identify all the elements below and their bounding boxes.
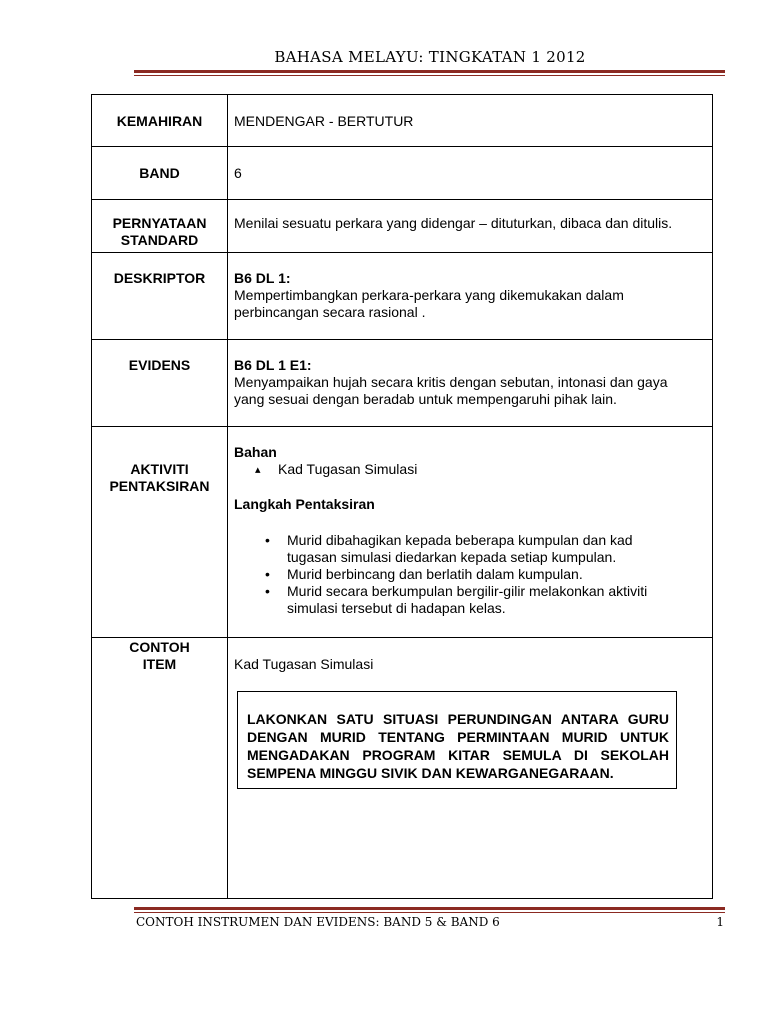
header-rule xyxy=(134,70,725,76)
label-kemahiran-text: KEMAHIRAN xyxy=(116,113,203,129)
row-evidens xyxy=(92,340,713,427)
value-pernyataan-text: Menilai sesuatu perkara yang didengar – dituturkan, dibaca dan ditulis. xyxy=(234,215,673,231)
label-band-text: BAND xyxy=(139,165,180,181)
label-aktiviti-line1: AKTIVITI xyxy=(130,461,189,477)
evidens-line1: Menyampaikan hujah secara kritis dengan sebutan, intonasi dan gaya xyxy=(234,374,668,390)
label-evidens-text: EVIDENS xyxy=(128,357,191,373)
value-aktiviti xyxy=(228,427,713,638)
langkah-list xyxy=(234,532,706,617)
langkah-item-1-line2: tugasan simulasi diedarkan kepada setiap kumpulan. xyxy=(287,549,617,565)
deskriptor-code: B6 DL 1: xyxy=(234,270,291,286)
value-kemahiran-text: MENDENGAR - BERTUTUR xyxy=(234,113,414,129)
label-evidens xyxy=(92,340,228,427)
value-band-text: 6 xyxy=(234,165,242,181)
evidens-line2: yang sesuai dengan beradab untuk mempengaruhi pihak lain. xyxy=(234,391,617,407)
value-kemahiran xyxy=(228,95,713,147)
langkah-item xyxy=(287,532,706,566)
row-contoh xyxy=(92,638,713,899)
langkah-heading: Langkah Pentaksiran xyxy=(234,496,375,512)
evidens-code: B6 DL 1 E1: xyxy=(234,357,312,373)
row-band xyxy=(92,147,713,200)
label-band xyxy=(92,147,228,200)
row-pernyataan xyxy=(92,200,713,253)
bahan-list xyxy=(234,461,706,478)
value-evidens xyxy=(228,340,713,427)
label-deskriptor-text: DESKRIPTOR xyxy=(113,270,206,286)
label-kemahiran xyxy=(92,95,228,147)
label-aktiviti xyxy=(92,427,228,638)
footer-rule xyxy=(134,907,725,913)
deskriptor-line2: perbincangan secara rasional . xyxy=(234,304,426,320)
row-aktiviti xyxy=(92,427,713,638)
value-contoh xyxy=(228,638,713,899)
label-contoh-line2: ITEM xyxy=(142,656,177,672)
langkah-item-2-line1: • Murid berbincang dan berlatih dalam kumpulan. xyxy=(287,566,583,582)
page-header-title: BAHASA MELAYU: TINGKATAN 1 2012 xyxy=(274,48,586,66)
value-band xyxy=(228,147,713,200)
deskriptor-line1: Mempertimbangkan perkara-perkara yang dikemukakan dalam xyxy=(234,287,624,303)
label-contoh xyxy=(92,638,228,899)
simulation-task-box: LAKONKAN SATU SITUASI PERUNDINGAN ANTARA GURU DENGAN MURID TENTANG PERMINTAAN MURID UNTUK MENGADAKAN PROGRAM KITAR SEMULA DI SEKOLAH SEMPENA MINGGU SIVIK DAN KEWARGANEGARAAN. xyxy=(237,691,677,789)
page-footer xyxy=(136,915,724,929)
value-deskriptor xyxy=(228,253,713,340)
langkah-item-3-line1: • Murid secara berkumpulan bergilir-gilir melakonkan aktiviti xyxy=(287,583,648,599)
langkah-item-3-line2: simulasi tersebut di hadapan kelas. xyxy=(287,600,506,616)
label-pernyataan-line1: PERNYATAAN xyxy=(112,215,207,231)
value-pernyataan xyxy=(228,200,713,253)
page-number: 1 xyxy=(716,915,724,929)
row-kemahiran xyxy=(92,95,713,147)
bahan-heading: Bahan xyxy=(234,444,277,460)
bahan-item: ▴ Kad Tugasan Simulasi xyxy=(278,461,706,478)
langkah-item-1-line1: • Murid dibahagikan kepada beberapa kumpulan dan kad xyxy=(287,532,633,548)
label-pernyataan xyxy=(92,200,228,253)
assessment-table xyxy=(91,94,713,899)
contoh-subtitle: Kad Tugasan Simulasi xyxy=(234,656,374,672)
row-deskriptor xyxy=(92,253,713,340)
langkah-item xyxy=(287,583,706,617)
footer-text: CONTOH INSTRUMEN DAN EVIDENS: BAND 5 & BAND 6 xyxy=(136,915,500,929)
label-deskriptor xyxy=(92,253,228,340)
label-aktiviti-line2: PENTAKSIRAN xyxy=(109,478,210,494)
label-contoh-line1: CONTOH xyxy=(129,639,190,655)
label-pernyataan-line2: STANDARD xyxy=(120,232,199,248)
langkah-item xyxy=(287,566,706,583)
